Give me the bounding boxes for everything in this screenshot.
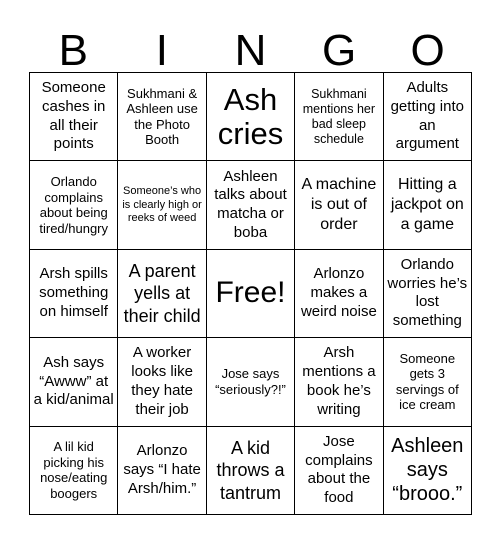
bingo-cell-r4c4[interactable]: Arsh mentions a book he’s writing [295, 338, 383, 426]
bingo-cell-r1c2[interactable]: Sukhmani & Ashleen use the Photo Booth [118, 73, 206, 161]
bingo-cell-r4c3[interactable]: Jose says “seriously?!” [207, 338, 295, 426]
bingo-cell-r2c4[interactable]: A machine is out of order [295, 161, 383, 249]
bingo-cell-r4c1[interactable]: Ash says “Awww” at a kid/animal [30, 338, 118, 426]
header-letter-o: O [410, 26, 445, 75]
bingo-cell-free[interactable]: Free! [207, 250, 295, 338]
header-letter-n: N [234, 26, 267, 75]
bingo-cell-r5c3[interactable]: A kid throws a tantrum [207, 427, 295, 515]
bingo-board [29, 72, 472, 515]
bingo-cell-r1c1[interactable]: Someone cashes in all their points [30, 73, 118, 161]
header-letter-g: G [321, 26, 357, 75]
bingo-cell-r2c3[interactable]: Ashleen talks about matcha or boba [207, 161, 295, 249]
bingo-cell-r5c4[interactable]: Jose complains about the food [295, 427, 383, 515]
bingo-cell-r2c1[interactable]: Orlando complains about being tired/hungry [30, 161, 118, 249]
bingo-cell-r2c2[interactable]: Someone’s who is clearly high or reeks of weed [118, 161, 206, 249]
bingo-cell-r4c2[interactable]: A worker looks like they hate their job [118, 338, 206, 426]
bingo-header [29, 26, 472, 75]
bingo-cell-r3c1[interactable]: Arsh spills something on himself [30, 250, 118, 338]
bingo-cell-r4c5[interactable]: Someone gets 3 servings of ice cream [384, 338, 472, 426]
bingo-cell-r1c3[interactable]: Ash cries [207, 73, 295, 161]
bingo-cell-r3c4[interactable]: Arlonzo makes a weird noise [295, 250, 383, 338]
bingo-cell-r5c5[interactable]: Ashleen says “brooo.” [384, 427, 472, 515]
bingo-cell-r1c5[interactable]: Adults getting into an argument [384, 73, 472, 161]
bingo-cell-r5c1[interactable]: A lil kid picking his nose/eating boogers [30, 427, 118, 515]
bingo-cell-r3c2[interactable]: A parent yells at their child [118, 250, 206, 338]
bingo-cell-r3c5[interactable]: Orlando worries he’s lost something [384, 250, 472, 338]
bingo-cell-r1c4[interactable]: Sukhmani mentions her bad sleep schedule [295, 73, 383, 161]
header-letter-i: I [155, 26, 168, 75]
header-letter-b: B [58, 26, 88, 75]
bingo-cell-r5c2[interactable]: Arlonzo says “I hate Arsh/him.” [118, 427, 206, 515]
bingo-cell-r2c5[interactable]: Hitting a jackpot on a game [384, 161, 472, 249]
